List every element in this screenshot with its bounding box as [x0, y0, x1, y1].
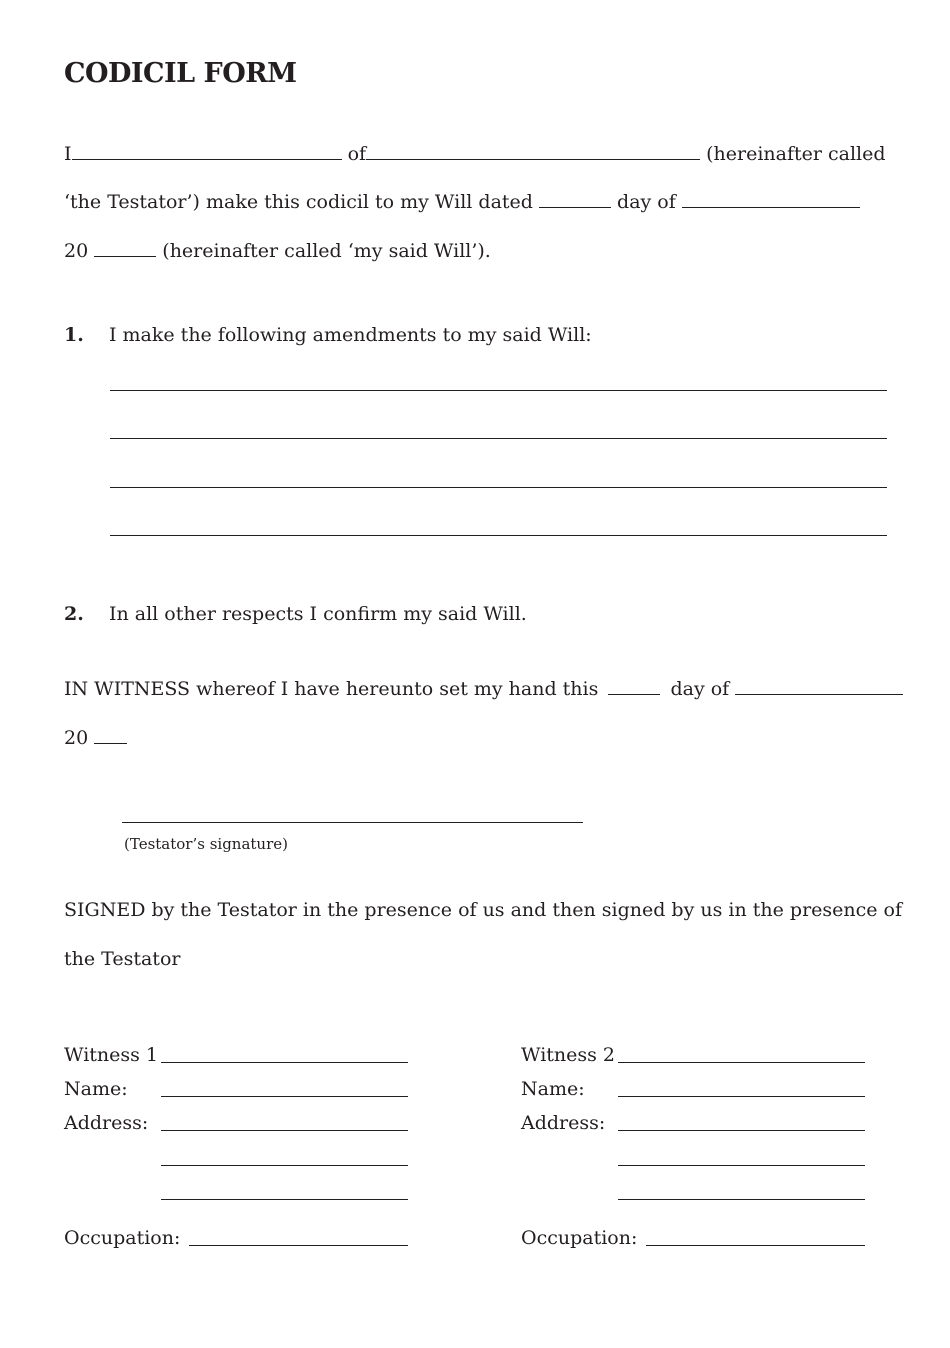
witness-1-address-label: Address:: [64, 1112, 149, 1134]
testator-address-field[interactable]: [366, 143, 700, 160]
witness-2-address-line-2[interactable]: [618, 1165, 865, 1166]
witness-2-heading: Witness 2: [521, 1044, 616, 1066]
witness-clause-line-1: [64, 677, 903, 701]
will-day-field[interactable]: [539, 191, 611, 208]
amendment-line-1[interactable]: [110, 390, 887, 391]
witness-clause-line-2: [64, 726, 127, 750]
witness-1-name-label: Name:: [64, 1078, 128, 1100]
amendment-line-4[interactable]: [110, 535, 887, 536]
witness-1-name-line[interactable]: [161, 1096, 408, 1097]
amendment-line-2[interactable]: [110, 438, 887, 439]
amendment-line-3[interactable]: [110, 487, 887, 488]
testator-signature-line[interactable]: [122, 822, 583, 823]
clause-2-text: In all other respects I confirm my said Will.: [109, 603, 527, 625]
witness-1-signature-line[interactable]: [161, 1062, 408, 1063]
will-year-field[interactable]: [94, 240, 156, 257]
intro-of: of: [347, 143, 367, 165]
witness-2-signature-line[interactable]: [618, 1062, 865, 1063]
intro-line-3: [64, 239, 491, 263]
witness-2-address-line-3[interactable]: [618, 1199, 865, 1200]
witness-2-address-label: Address:: [521, 1112, 606, 1134]
witness-1-address-line-1[interactable]: [161, 1130, 408, 1131]
witness-2-name-label: Name:: [521, 1078, 585, 1100]
witness-1-address-line-2[interactable]: [161, 1165, 408, 1166]
intro-day-of: day of: [617, 191, 676, 213]
intro-line-1: [64, 142, 886, 166]
signed-statement-line-1: SIGNED by the Testator in the presence of us and then signed by us in the presence of: [64, 899, 903, 921]
intro-line-2: [64, 190, 860, 214]
intro-hereinafter-will: (hereinafter called ‘my said Will’).: [162, 240, 491, 262]
witness-1-heading: Witness 1: [64, 1044, 159, 1066]
intro-i: I: [64, 143, 72, 165]
witness-clause-text: IN WITNESS whereof I have hereunto set my hand this: [64, 678, 599, 700]
signing-month-field[interactable]: [735, 678, 903, 695]
signed-statement-line-2: the Testator: [64, 948, 181, 970]
witness-1-occupation-line[interactable]: [189, 1245, 408, 1246]
intro-testator-make: ‘the Testator’) make this codicil to my Will dated: [64, 191, 533, 213]
testator-signature-caption: (Testator’s signature): [124, 835, 288, 853]
witness-2-occupation-label: Occupation:: [521, 1227, 638, 1249]
form-title: CODICIL FORM: [64, 58, 297, 89]
witness-1-occupation-label: Occupation:: [64, 1227, 181, 1249]
witness-clause-twenty: 20: [64, 727, 89, 749]
intro-twenty: 20: [64, 240, 89, 262]
will-month-field[interactable]: [682, 191, 860, 208]
witness-1-address-line-3[interactable]: [161, 1199, 408, 1200]
testator-name-field[interactable]: [72, 143, 342, 160]
witness-2-occupation-line[interactable]: [646, 1245, 865, 1246]
clause-1-number: 1.: [64, 324, 84, 346]
witness-2-address-line-1[interactable]: [618, 1130, 865, 1131]
witness-2-name-line[interactable]: [618, 1096, 865, 1097]
signing-year-field[interactable]: [94, 727, 127, 744]
clause-1-text: I make the following amendments to my said Will:: [109, 324, 592, 346]
witness-clause-day-of: day of: [670, 678, 730, 700]
signing-day-field[interactable]: [608, 678, 660, 695]
clause-2-number: 2.: [64, 603, 84, 625]
intro-hereinafter-testator: (hereinafter called: [706, 143, 886, 165]
